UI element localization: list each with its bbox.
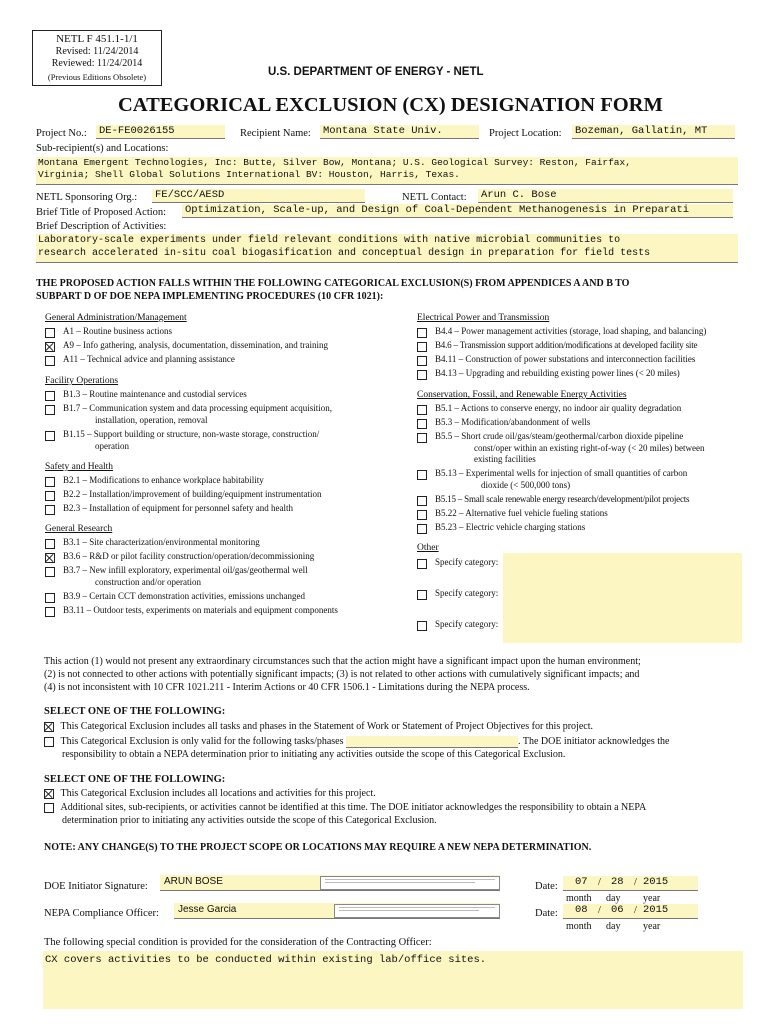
date-1-month: 07 xyxy=(575,876,588,888)
location-field[interactable]: Bozeman, Gallatin, MT xyxy=(572,125,735,139)
other-specify-2[interactable] xyxy=(417,588,507,600)
cx-b5-3[interactable] xyxy=(417,417,747,429)
other-specify-3-label: Specify category: xyxy=(435,619,499,629)
cx-b1-15-label: B1.15 – Support building or structure, non-waste storage, construction/ xyxy=(63,429,320,439)
checkbox-b3-9[interactable] xyxy=(45,593,55,603)
checkbox-b3-11[interactable] xyxy=(45,607,55,617)
doe-signature-field[interactable] xyxy=(160,875,500,891)
cx-b5-22-label: B5.22 – Alternative fuel vehicle fueling stations xyxy=(435,508,608,518)
date-1-sep-1: / xyxy=(598,877,601,888)
cx-b5-5-label-3: existing facilities xyxy=(474,454,536,464)
scope-change-note: NOTE: ANY CHANGE(S) TO THE PROJECT SCOPE OR LOCATIONS MAY REQUIRE A NEW NEPA DETERMINATION. xyxy=(44,842,592,853)
date-field-2[interactable] xyxy=(563,904,698,919)
agency-name: U.S. DEPARTMENT OF ENERGY - NETL xyxy=(268,66,484,78)
project-no-label: Project No.: xyxy=(36,128,87,139)
date-1-month-caption: month xyxy=(566,893,592,904)
checkbox-all-tasks[interactable] xyxy=(44,722,54,732)
recipient-field[interactable]: Montana State Univ. xyxy=(320,125,479,139)
proposed-heading-line-2: SUBPART D OF DOE NEPA IMPLEMENTING PROCEDURES (10 CFR 1021): xyxy=(36,291,384,302)
circumstances-paragraph xyxy=(44,655,641,694)
cx-b5-1[interactable] xyxy=(417,403,747,415)
signature-fine-print xyxy=(339,907,495,908)
doe-initiator-label: DOE Initiator Signature: xyxy=(44,881,148,892)
circumstances-line-3: (4) is not inconsistent with 10 CFR 1021.211 - Interim Actions or 40 CFR 1506.1 - Limitations during the NEPA process. xyxy=(44,682,530,693)
cx-b4-13[interactable] xyxy=(417,368,747,380)
cx-b3-7[interactable] xyxy=(45,565,405,589)
cx-b5-23-label: B5.23 – Electric vehicle charging stations xyxy=(435,522,586,532)
date-2-day-caption: day xyxy=(606,921,621,932)
date-2-month-caption: month xyxy=(566,921,592,932)
checkbox-b5-22[interactable] xyxy=(417,510,427,520)
cx-b5-1-label: B5.1 – Actions to conserve energy, no indoor air quality degradation xyxy=(435,403,682,413)
other-specify-area[interactable] xyxy=(503,553,742,643)
cx-b3-11[interactable] xyxy=(45,605,405,617)
special-condition-label: The following special condition is provided for the consideration of the Contracting Officer: xyxy=(44,937,432,948)
checkbox-b2-1[interactable] xyxy=(45,477,55,487)
cx-b3-7-label: B3.7 – New infill exploratory, experimental oil/gas/geothermal well xyxy=(63,565,308,575)
project-no-field[interactable]: DE-FE0026155 xyxy=(96,125,225,139)
cx-a11[interactable] xyxy=(45,354,405,366)
checkbox-other-3[interactable] xyxy=(417,621,427,631)
checkbox-a9[interactable] xyxy=(45,342,55,352)
form-number: NETL F 451.1-1/1 xyxy=(56,33,138,45)
section-conservation-fossil-renewable: Conservation, Fossil, and Renewable Energy Activities xyxy=(417,390,627,400)
subrecipients-line-2: Virginia; Shell Global Solutions International BV: Houston, Harris, Texas. xyxy=(38,169,460,180)
cx-b1-3-label: B1.3 – Routine maintenance and custodial services xyxy=(63,389,247,399)
activities-line-2: research accelerated in-situ coal biogasification and conceptual design in preparation for field tests xyxy=(38,248,651,259)
checkbox-additional-sites[interactable] xyxy=(44,803,54,813)
cx-b3-9[interactable] xyxy=(45,591,405,603)
proposed-action-heading xyxy=(36,277,629,303)
cx-b3-6-label: B3.6 – R&D or pilot facility construction/operation/decommissioning xyxy=(63,551,315,561)
date-1-year: 2015 xyxy=(643,876,669,888)
checkbox-other-1[interactable] xyxy=(417,559,427,569)
cx-b3-7-label-2: construction and/or operation xyxy=(95,576,201,587)
cx-b4-6-label: B4.6 – Transmission support addition/modifications at developed facility site xyxy=(435,340,698,350)
cx-b2-1-label: B2.1 – Modifications to enhance workplace habitability xyxy=(63,475,264,485)
select2-option-2-label-b: determination prior to initiating any activities outside the scope of this Categorical Exclusion. xyxy=(62,815,437,826)
cx-b1-15-label-2: operation xyxy=(95,440,129,451)
subrecipients-field[interactable] xyxy=(36,157,738,185)
cx-b3-6[interactable] xyxy=(45,551,405,563)
select1-option-2-label-b: . The DOE initiator acknowledges the xyxy=(518,736,670,747)
checkbox-other-2[interactable] xyxy=(417,590,427,600)
checkbox-all-locations[interactable] xyxy=(44,789,54,799)
signature-fine-print xyxy=(339,910,479,911)
cx-b5-5-label: B5.5 – Short crude oil/gas/steam/geothermal/carbon dioxide pipeline xyxy=(435,431,684,441)
checkbox-a1[interactable] xyxy=(45,328,55,338)
checkbox-b4-4[interactable] xyxy=(417,328,427,338)
cx-b2-3-label: B2.3 – Installation of equipment for personnel safety and health xyxy=(63,503,293,513)
other-specify-2-label: Specify category: xyxy=(435,588,499,598)
circumstances-line-2: (2) is not connected to other actions with potentially significant impacts; (3) is not related to other actions with cumulatively significant impacts; and xyxy=(44,669,640,680)
cx-b3-1-label: B3.1 – Site characterization/environmental monitoring xyxy=(63,537,260,547)
select1-option-2-label-c: responsibility to obtain a NEPA determination prior to initiating any activities outside the scope of this Categorical Exclusion. xyxy=(62,749,566,760)
cx-b3-11-label: B3.11 – Outdoor tests, experiments on materials and equipment components xyxy=(63,605,338,615)
page-title: CATEGORICAL EXCLUSION (CX) DESIGNATION FORM xyxy=(118,94,663,116)
revised-date: Revised: 11/24/2014 xyxy=(55,45,139,57)
sponsoring-org-field[interactable]: FE/SCC/AESD xyxy=(152,189,365,203)
date-1-year-caption: year xyxy=(643,893,661,904)
cx-b1-15[interactable] xyxy=(45,429,405,453)
subrecipients-label: Sub-recipient(s) and Locations: xyxy=(36,143,169,154)
special-condition-text: CX covers activities to be conducted within existing lab/office sites. xyxy=(45,954,487,966)
location-label: Project Location: xyxy=(489,128,562,139)
tasks-phases-field[interactable] xyxy=(346,736,518,748)
signature-fine-print xyxy=(325,882,475,883)
nepa-officer-name: Jesse Garcia xyxy=(178,904,237,915)
checkbox-b5-1[interactable] xyxy=(417,405,427,415)
nepa-officer-label: NEPA Compliance Officer: xyxy=(44,908,159,919)
cx-a1[interactable] xyxy=(45,326,405,338)
select1-option-1[interactable] xyxy=(44,721,593,732)
checkbox-b5-3[interactable] xyxy=(417,419,427,429)
cx-b1-7[interactable] xyxy=(45,403,405,427)
section-electrical-power: Electrical Power and Transmission xyxy=(417,313,550,323)
date-2-year: 2015 xyxy=(643,904,669,916)
special-condition-field[interactable] xyxy=(43,951,743,1009)
cx-b3-9-label: B3.9 – Certain CCT demonstration activities, emissions unchanged xyxy=(63,591,306,601)
checkbox-b5-5[interactable] xyxy=(417,433,427,443)
cx-b5-13[interactable] xyxy=(417,468,747,492)
cx-b5-22[interactable] xyxy=(417,508,747,520)
checkbox-specific-tasks[interactable] xyxy=(44,737,54,747)
cx-b3-1[interactable] xyxy=(45,537,405,549)
cx-b2-2[interactable] xyxy=(45,489,405,501)
cx-b4-4-label: B4.4 – Power management activities (storage, load shaping, and balancing) xyxy=(435,326,707,336)
cx-b4-13-label: B4.13 – Upgrading and rebuilding existing power lines (< 20 miles) xyxy=(435,368,680,378)
doe-initiator-name: ARUN BOSE xyxy=(164,876,223,887)
other-specify-1[interactable] xyxy=(417,557,507,569)
cx-b5-5[interactable] xyxy=(417,431,747,467)
checkbox-b3-1[interactable] xyxy=(45,539,55,549)
date-2-month: 08 xyxy=(575,904,588,916)
cx-b4-4[interactable] xyxy=(417,326,747,338)
select-heading-2: SELECT ONE OF THE FOLLOWING: xyxy=(44,774,226,785)
checkbox-b4-6[interactable] xyxy=(417,342,427,352)
cx-b2-2-label: B2.2 – Installation/improvement of building/equipment instrumentation xyxy=(63,489,322,499)
cx-a11-label: A11 – Technical advice and planning assistance xyxy=(63,354,235,364)
select2-option-1-label: This Categorical Exclusion includes all locations and activities for this project. xyxy=(60,788,376,799)
cx-b2-1[interactable] xyxy=(45,475,405,487)
select2-option-2[interactable] xyxy=(44,801,646,827)
date-2-year-caption: year xyxy=(643,921,661,932)
cx-b5-23[interactable] xyxy=(417,522,747,534)
activities-field[interactable] xyxy=(36,234,738,263)
brief-title-field[interactable]: Optimization, Scale-up, and Design of Coal-Dependent Methanogenesis in Preparati xyxy=(182,204,733,218)
checkbox-b1-15[interactable] xyxy=(45,431,55,441)
cx-b5-15-label: B5.15 – Small scale renewable energy research/development/pilot projects xyxy=(435,494,690,504)
checkbox-b1-3[interactable] xyxy=(45,391,55,401)
cx-a9-label: A9 – Info gathering, analysis, documentation, dissemination, and training xyxy=(63,340,328,350)
select-heading-1: SELECT ONE OF THE FOLLOWING: xyxy=(44,706,226,717)
section-general-research: General Research xyxy=(45,524,113,534)
checkbox-b5-13[interactable] xyxy=(417,470,427,480)
other-specify-3[interactable] xyxy=(417,619,507,631)
date-label-2: Date: xyxy=(535,908,558,919)
reviewed-date: Reviewed: 11/24/2014 xyxy=(51,58,143,69)
cx-b1-7-label: B1.7 – Communication system and data processing equipment acquisition, xyxy=(63,403,332,413)
date-1-day-caption: day xyxy=(606,893,621,904)
cx-b5-15[interactable] xyxy=(417,494,747,506)
select1-option-1-label: This Categorical Exclusion includes all tasks and phases in the Statement of Work or Statement of Project Objectives for this project. xyxy=(60,721,593,732)
checkbox-b5-15[interactable] xyxy=(417,496,427,506)
cx-b5-3-label: B5.3 – Modification/abandonment of wells xyxy=(435,417,591,427)
signature-fine-print xyxy=(325,879,495,880)
cx-b1-3[interactable] xyxy=(45,389,405,401)
subrecipients-line-1: Montana Emergent Technologies, Inc: Butte, Silver Bow, Montana; U.S. Geological Survey: Reston, Fairfax, xyxy=(38,157,631,168)
checkbox-b1-7[interactable] xyxy=(45,405,55,415)
checkbox-b5-23[interactable] xyxy=(417,524,427,534)
checkbox-b4-13[interactable] xyxy=(417,370,427,380)
cx-b4-11[interactable] xyxy=(417,354,747,366)
section-general-administration: General Administration/Management xyxy=(45,313,187,323)
date-2-sep-1: / xyxy=(598,905,601,916)
select2-option-1[interactable] xyxy=(44,788,376,799)
select1-option-2-label: This Categorical Exclusion is only valid for the following tasks/phases xyxy=(60,736,344,747)
sponsoring-org-label: NETL Sponsoring Org.: xyxy=(36,192,138,203)
digital-signature-block xyxy=(334,904,500,918)
netl-contact-label: NETL Contact: xyxy=(402,192,467,203)
cx-b5-13-label-2: dioxide (< 500,000 tons) xyxy=(481,479,571,490)
digital-signature-block xyxy=(320,876,500,890)
checkbox-b3-7[interactable] xyxy=(45,567,55,577)
select1-option-2[interactable] xyxy=(44,735,669,761)
date-field-1[interactable] xyxy=(563,876,698,891)
cx-b5-5-label-2: const/oper within an existing right-of-way (< 20 miles) between xyxy=(474,442,705,453)
recipient-label: Recipient Name: xyxy=(240,128,311,139)
obsolete-note: (Previous Editions Obsolete) xyxy=(47,71,147,82)
form-number-box xyxy=(32,30,162,86)
date-2-sep-2: / xyxy=(634,905,637,916)
cx-a1-label: A1 – Routine business actions xyxy=(63,326,172,336)
checkbox-b4-11[interactable] xyxy=(417,356,427,366)
cx-a9[interactable] xyxy=(45,340,405,352)
cx-b4-6[interactable] xyxy=(417,340,747,352)
section-facility-operations: Facility Operations xyxy=(45,376,119,386)
cx-b2-3[interactable] xyxy=(45,503,405,515)
date-label-1: Date: xyxy=(535,881,558,892)
date-1-sep-2: / xyxy=(634,877,637,888)
cx-b4-11-label: B4.11 – Construction of power substations and interconnection facilities xyxy=(435,354,696,364)
other-specify-1-label: Specify category: xyxy=(435,557,499,567)
cx-b1-7-label-2: installation, operation, removal xyxy=(95,414,208,425)
cx-b5-13-label: B5.13 – Experimental wells for injection of small quantities of carbon xyxy=(435,468,688,478)
circumstances-line-1: This action (1) would not present any extraordinary circumstances such that the action might have a significant impact upon the human environment; xyxy=(44,656,641,667)
select2-option-2-label: Additional sites, sub-recipients, or activities cannot be identified at this time. The DOE initiator acknowledges the responsibility to obtain a NEPA xyxy=(60,802,647,813)
proposed-heading-line-1: THE PROPOSED ACTION FALLS WITHIN THE FOLLOWING CATEGORICAL EXCLUSION(S) FROM APPENDICES A AND B TO xyxy=(36,278,630,289)
section-safety-health: Safety and Health xyxy=(45,462,114,472)
checkbox-b2-2[interactable] xyxy=(45,491,55,501)
section-other: Other xyxy=(417,543,439,553)
activities-line-1: Laboratory-scale experiments under field relevant conditions with native microbial communities to xyxy=(38,235,621,246)
netl-contact-field[interactable]: Arun C. Bose xyxy=(478,189,733,203)
brief-title-label: Brief Title of Proposed Action: xyxy=(36,207,167,218)
nepa-signature-field[interactable] xyxy=(174,903,500,919)
checkbox-a11[interactable] xyxy=(45,356,55,366)
activities-label: Brief Description of Activities: xyxy=(36,221,167,232)
date-2-day: 06 xyxy=(611,904,624,916)
checkbox-b2-3[interactable] xyxy=(45,505,55,515)
date-1-day: 28 xyxy=(611,876,624,888)
checkbox-b3-6[interactable] xyxy=(45,553,55,563)
